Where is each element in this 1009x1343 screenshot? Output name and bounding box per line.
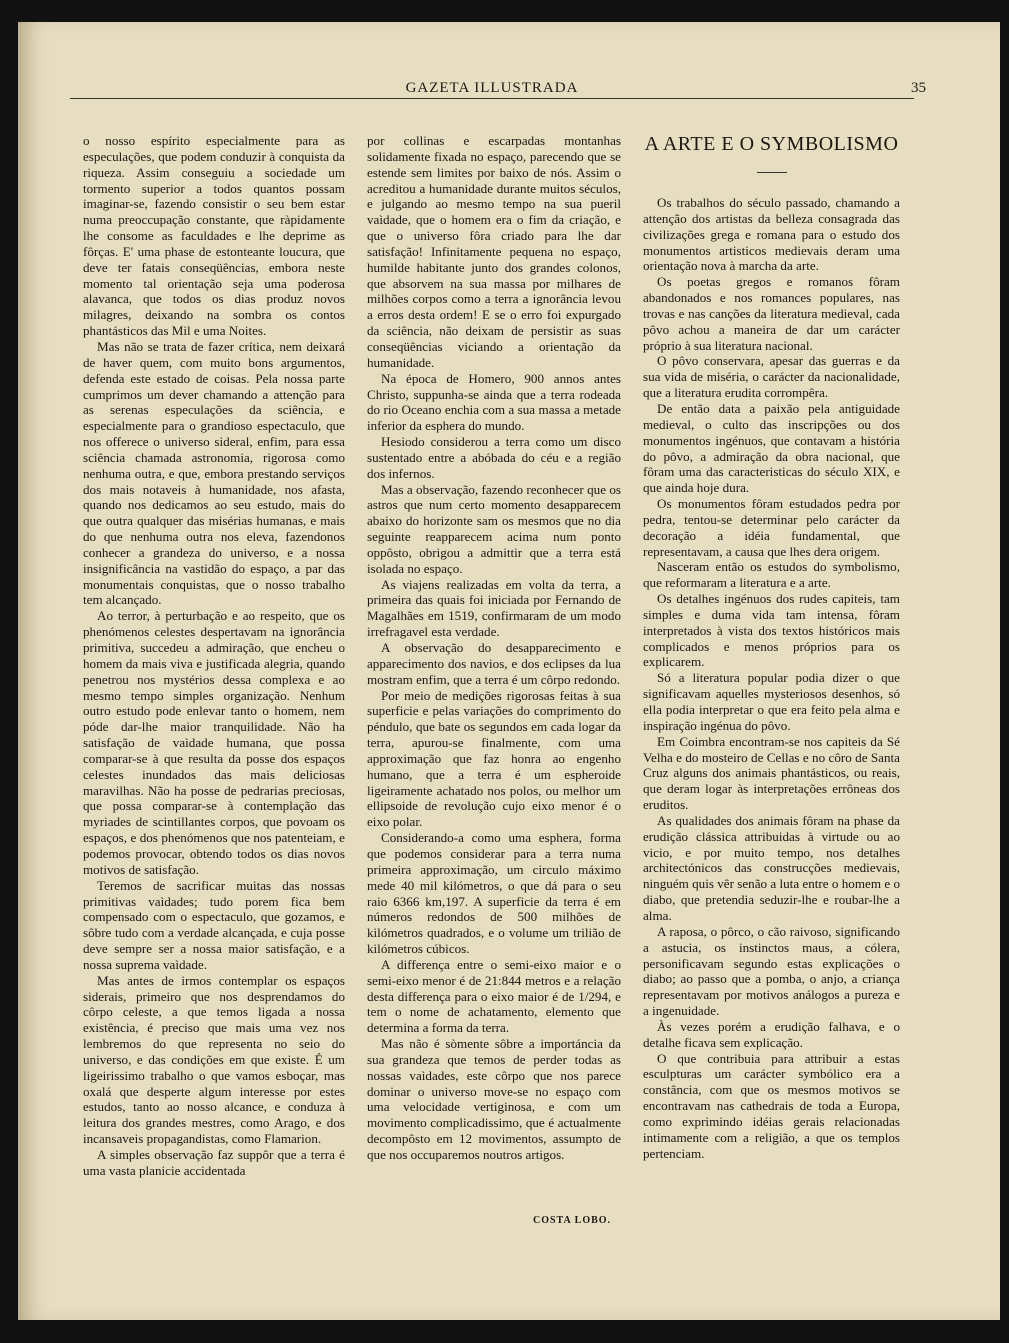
paragraph: O pôvo conservara, apesar das guerras e da sua vida de miséria, o carácter da nacionalidade, que a literatura erudita corrompêra. xyxy=(643,353,900,401)
page-header xyxy=(70,58,926,99)
column-3 xyxy=(643,195,900,1161)
paragraph: Só a literatura popular podia dizer o que significavam aquelles mysteriosos desenhos, só ella podia interpretar o que era feito pela alma e inspiração ingénua do pôvo. xyxy=(643,670,900,733)
paragraph: Mas não é sòmente sôbre a importáncia da sua grandeza que temos de perder todas as nossas vaìdades, este côrpo que nos parece dominar o universo move-se no espaço com uma velocidade vertiginosa, e com um movimento complicadissimo, que é actualmente decompôsto em 12 movimentos, assumpto de que nos occuparemos noutros artigos. xyxy=(367,1036,621,1162)
article-author: COSTA LOBO. xyxy=(533,1215,612,1226)
paragraph: Em Coimbra encontram-se nos capiteis da Sé Velha e do mosteiro de Cellas e no côro de Santa Cruz alguns dos animais phantásticos, ou reais, que deram logar às interpretações errôneas dos eruditos. xyxy=(643,733,900,813)
paragraph: As qualidades dos animais fôram na phase da erudição clássica attribuidas à virtude ou ao vicio, e por muito tempo, nos detalhes architectónicos das construcções medievais, ninguém quis vêr senão a luta entre o homem e o diabo, que pretendia seduzir-lhe e roubar-lhe a alma. xyxy=(643,812,900,923)
paragraph: Teremos de sacrificar muitas das nossas primitivas vaìdades; tudo porem fica bem compensado com o espectaculo, que gozamos, e sôbre tudo com a verdade alcançada, e cuja posse deve sempre ser a nossa maior satisfação, e a nossa suprema vaìdade. xyxy=(83,877,345,972)
paragraph: Por meio de medições rigorosas feitas à sua superficie e pelas variações do comprimento do péndulo, que bate os segundos em cada logar da terra, apurou-se finalmente, com uma approximação que faz honra ao engenho humano, que a terra é um espheroide ligeiramente achatado nos polos, ou melhor um ellipsoide de revolução cujo eixo menor é o eixo polar. xyxy=(367,687,621,830)
paragraph: Na época de Homero, 900 annos antes Christo, suppunha-se ainda que a terra rodeada do rio Oceano enchia com a sua massa a metade inferior da esphera do mundo. xyxy=(367,370,621,434)
paragraph: A differença entre o semi-eixo maior e o semi-eixo menor é de 21:844 metros e a relação desta differença para o eixo maior é de 1/294, e tem o nome de achatamento, elemento que determina a forma da terra. xyxy=(367,956,621,1036)
paragraph: Mas antes de irmos contemplar os espaços siderais, primeiro que nos desprendamos do côrpo celeste, a que temos ligada a nossa existência, é preciso que mais uma vez nos lembremos do que representa no seio do universo, e das condições em que existe. É um ligeirissimo trabalho o que vamos esboçar, mas oxalá que desperte algum interesse por estes estudos, tanto ao nosso alcance, e conduza à leitura dos grandes mestres, como Arago, e dos incansaveis propagandistas, como Flamarion. xyxy=(83,972,345,1147)
paragraph: Às vezes porém a erudição falhava, e o detalhe ficava sem explicação. xyxy=(643,1018,900,1050)
paragraph: O que contribuia para attribuir a estas esculpturas um carácter symbólico era a constância, com que os mesmos motivos se encontravam nas cathedrais de toda a Europa, como exprimindo idéias gerais relacionadas intimamente com a religião, a que os templos pertenciam. xyxy=(643,1050,900,1161)
paragraph: Mas não se trata de fazer crítica, nem deixará de haver quem, com muito bons argumentos, defenda este estado de coisas. Pela nossa parte cumprimos um dever chamando a attenção para as serenas especulações da sciência, e especialmente para o grandioso espectaculo, que nos offerece o universo sideral, enfim, para essa sciência chamada astronomia, rigorosa como nenhuma outra, e que, embora prestando serviços dos mais notaveis à humanidade, nos afasta, quando nos dedicamos ao seu estudo, mais do que outra qualquer das misérias humanas, e mais do que nenhuma outra nos eleva, fazendonos conhecer a grandeza do universo, e a nossa insignificância na vastidão do espaço, a par das monumentais conquistas, que o nosso trabalho tem alcançado. xyxy=(83,338,345,608)
paragraph: por collinas e escarpadas montanhas solidamente fixada no espaço, parecendo que se estende sem limites por baixo de nós. Assim o acreditou a humanidade durante muitos séculos, e julgando ao mesmo tempo na sua pueril vaìdade, que o homem era o fim da criação, e que o universo fôra criado para lhe dar satisfação! Infinitamente pequena no espaço, humilde habitante junto dos grandes colonos, que absorvem na sua massa por milhares de milhões corpos como a terra a ignorância levou a erros desta ordem! E se o erro foi expurgado da sciência, não deixam de persistir as suas conseqüências viciando a orientação da humanidade. xyxy=(367,133,621,370)
column-2 xyxy=(367,133,621,1163)
publication-title: GAZETA ILLUSTRADA xyxy=(405,80,579,96)
paragraph: Ao terror, à perturbação e ao respeito, que os phenómenos celestes despertavam na ignorância primitiva, succedeu a admiração, que encheu o homem da mais viva e justificada alegria, quando penetrou nos mystérios dessa complexa e ao mesmo tempo simples organização. Nenhum outro estudo pode enlevar tanto o homem, nem póde dar-lhe maior tranquilidade. Não ha satisfação de vaìdade humana, que possa comparar-se à que resulta da posse dos espaços celestes inundados das mais deliciosas maravilhas. Não ha posse de pedrarias preciosas, que possa comparar-se à contemplação das myriades de scintillantes corpos, que povoam os espaços, e dos phenómenos que nos patenteiam, e podemos provocar, obtendo todos os dias novos motivos de satisfação. xyxy=(83,608,345,877)
title-divider xyxy=(757,172,787,173)
paragraph: Nasceram então os estudos do symbolismo, que reformaram a literatura e a arte. xyxy=(643,559,900,591)
paragraph: A observação do desapparecimento e apparecimento dos navios, e dos eclipses da lua mostram enfim, que a terra é um côrpo redondo. xyxy=(367,640,621,687)
article-title: A ARTE E O SYMBOLISMO xyxy=(644,133,899,155)
paragraph: De então data a paixão pela antiguidade medieval, o culto das inscripções ou dos monumentos ingénuos, que contavam a história do pôvo, a admiração da obra nacional, que fôram uma das caracteristicas do século XIX, e que ainda hoje dura. xyxy=(643,400,900,496)
paragraph: As viajens realizadas em volta da terra, a primeira das quais foi iniciada por Fernando de Magalhães em 1519, confirmaram de um modo irrefragavel esta verdade. xyxy=(367,576,621,640)
paragraph: Considerando-a como uma esphera, forma que podemos considerar para a terra numa primeira approximação, um circulo máximo mede 40 mil kilómetros, o que dá para o seu raio 6366 km,197. A superficie da terra é em números redondos de 500 milhões de kilómetros quadrados, e o volume um trilião de kilómetros cúbicos. xyxy=(367,830,621,957)
paragraph: o nosso espírito especialmente para as especulações, que podem conduzir à conquista da riqueza. Assim conseguiu a sociedade um tormento superior a todos quantos possam imaginar-se, fazendo consistir o seu bem estar numa preoccupação constante, que ràpidamente lhe consome as faculdades e lhe deprime as fôrças. E' uma phase de estonteante loucura, que deve ter fatais conseqüências, embora neste momento tal orientação seja uma poderosa alavanca, que todos os dias produz novos milagres, deixando na sombra os contos phantásticos das Mil e uma Noites. xyxy=(83,133,345,339)
paragraph: A simples observação faz suppôr que a terra é uma vasta planicie accidentada xyxy=(83,1147,345,1178)
paragraph: Os monumentos fôram estudados pedra por pedra, tentou-se determinar pelo carácter da decoração a idéia fundamental, que representavam, a causa que lhes dera origem. xyxy=(643,496,900,559)
paragraph: Mas a observação, fazendo reconhecer que os astros que num certo momento desapparecem abaixo do horizonte sam os mesmos que no dia seguinte reapparecem acima num ponto oppôsto, obrigou a admittir que a terra está isolada no espaço. xyxy=(367,481,621,576)
paragraph: A raposa, o pôrco, o cão raivoso, significando a astucia, os instinctos maus, a cólera, personificavam segundo estas explicações o diabo; ao passo que a pomba, o anjo, a criança representavam por motivos análogos a pureza e a ingenuidade. xyxy=(643,923,900,1019)
paragraph: Hesiodo considerou a terra como um disco sustentado entre a abóbada do céu e a região dos infernos. xyxy=(367,434,621,481)
paragraph: Os trabalhos do século passado, chamando a attenção dos artistas da belleza consagrada das civilizações grega e romana para o estudo dos monumentos artisticos medievais deram uma orientação nova à marcha da arte. xyxy=(643,195,900,274)
column-1 xyxy=(83,133,345,1179)
page-number: 35 xyxy=(911,80,926,96)
paragraph: Os poetas gregos e romanos fôram abandonados e nos romances populares, nas trovas e nas canções da literatura medieval, cada pôvo achou a maneira de dar um carácter próprio à sua literatura nacional. xyxy=(643,274,900,353)
paragraph: Os detalhes ingénuos dos rudes capiteis, tam simples e duma vida tam intensa, fôram interpretados à vista dos textos históricos mais complicados e menos próprios para os explicarem. xyxy=(643,591,900,670)
